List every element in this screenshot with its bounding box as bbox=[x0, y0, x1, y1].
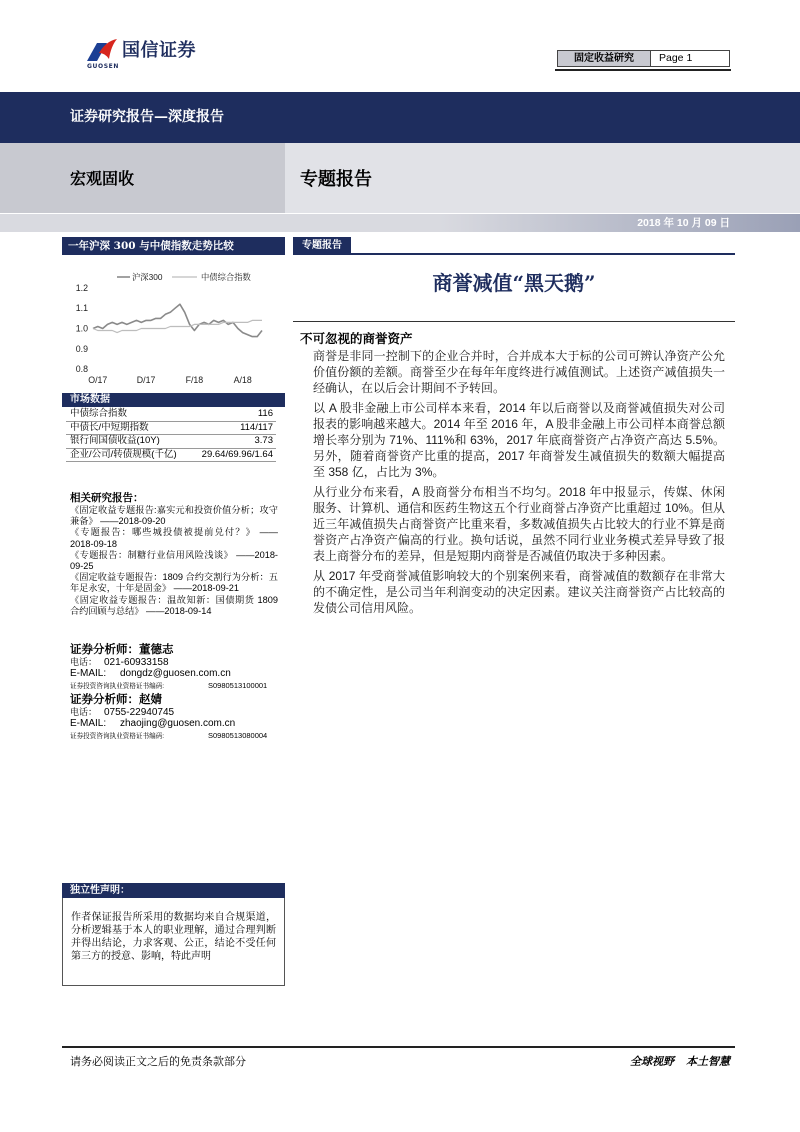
market-data-row bbox=[66, 408, 276, 422]
analyst-email-line bbox=[70, 718, 282, 730]
email-value: dongdz@guosen.com.cn bbox=[120, 668, 231, 679]
category-title: 专题报告 bbox=[300, 169, 372, 190]
x-tick-label: O/17 bbox=[88, 375, 108, 385]
market-data-value: 29.64/69.96/1.64 bbox=[201, 448, 273, 460]
analyst-cert-line bbox=[70, 730, 282, 742]
phone-value: 021-60933158 bbox=[104, 657, 169, 668]
cert-label: 证券投资咨询执业资格证书编码: bbox=[70, 733, 165, 740]
page-number: Page 1 bbox=[659, 52, 693, 64]
market-data-label: 中债综合指数 bbox=[70, 408, 128, 419]
chart-title: 一年沪深 300 与中债指数走势比较 bbox=[62, 237, 285, 255]
analyst-role: 证券分析师： bbox=[70, 642, 139, 656]
cert-label: 证券投资咨询执业资格证书编码: bbox=[70, 683, 165, 690]
analyst-name: 赵婧 bbox=[139, 692, 162, 706]
article-tag: 专题报告 bbox=[293, 237, 351, 254]
related-report-item: 《专题报告：哪些城投债被提前兑付？》 ——2018-09-18 bbox=[70, 527, 278, 549]
market-data-title: 市场数据 bbox=[62, 393, 285, 407]
date-strip bbox=[0, 214, 800, 232]
article-title: 商誉减值“黑天鹅” bbox=[432, 271, 596, 295]
legend-label: 中债综合指数 bbox=[201, 272, 251, 282]
analyst-email-line bbox=[70, 668, 282, 680]
guosen-logo-icon bbox=[86, 38, 118, 62]
market-data-value: 114/117 bbox=[240, 421, 273, 433]
analyst-phone-line bbox=[70, 656, 282, 668]
slogan-part: 全球视野 bbox=[630, 1055, 674, 1068]
analyst-card bbox=[70, 642, 282, 692]
y-tick-label: 0.8 bbox=[75, 364, 88, 374]
phone-label: 电话： bbox=[70, 657, 98, 667]
related-report-item: 《专题报告：制糖行业信用风险浅谈》 ——2018-09-25 bbox=[70, 549, 278, 572]
article-title-rule bbox=[293, 321, 735, 322]
market-data-value: 116 bbox=[257, 408, 273, 419]
x-tick-label: A/18 bbox=[233, 375, 252, 385]
independence-statement: 作者保证报告所采用的数据均来自合规渠道，分析逻辑基于本人的职业理解，通过合理判断并得出结论，力求客观、公正，结论不受任何第三方的授意、影响，特此声明 bbox=[62, 898, 285, 986]
market-data-table bbox=[66, 408, 276, 462]
email-value: zhaojing@guosen.com.cn bbox=[120, 718, 236, 729]
footer-rule bbox=[62, 1046, 735, 1048]
footer-disclaimer-note: 请务必阅读正文之后的免责条款部分 bbox=[70, 1056, 246, 1068]
article-paragraph: 商誉是非同一控制下的企业合并时，合并成本大于标的公司可辨认净资产公允价值份额的差额。商誉至少在每年年度终进行减值测试。上述资产减值损失一经确认，在以后会计期间不予转回。 bbox=[313, 349, 725, 395]
phone-value: 0755-22940745 bbox=[104, 707, 175, 718]
logo-red-shape bbox=[99, 39, 117, 59]
header-rule bbox=[555, 69, 731, 71]
market-data-label: 银行间国债收益(10Y) bbox=[70, 435, 160, 446]
article-tag-rule bbox=[293, 253, 735, 255]
related-reports-list bbox=[70, 505, 278, 617]
market-data-value: 3.73 bbox=[254, 435, 273, 446]
sector-band bbox=[0, 143, 285, 213]
analyst-heading bbox=[70, 642, 282, 656]
category-band bbox=[285, 143, 800, 213]
analyst-card bbox=[70, 692, 282, 742]
report-type-band bbox=[0, 92, 800, 143]
header-info-box bbox=[557, 50, 730, 67]
analyst-name: 董德志 bbox=[139, 642, 174, 656]
market-data-row bbox=[66, 449, 276, 463]
email-label: E-MAIL: bbox=[70, 668, 107, 679]
article-paragraph: 从行业分布来看，A 股商誉分布相当不均匀。2018 年中报显示，传媒、休闲服务、计算机、通信和医药生物这五个行业商誉占净资产比重超过 10%。但从近三年减值损失占商誉资产比重来看，多数减值损失占比较大的行业不算是商誉资产占净资产偏高的行业。换句话说，虽然不同行业业务模式差异导致了报表上商誉分布的差异，但是短期内商誉是否减值仍取决于多种因素。 bbox=[313, 485, 725, 563]
analyst-heading bbox=[70, 692, 282, 706]
legend-label: 沪深300 bbox=[132, 272, 163, 282]
independence-title: 独立性声明： bbox=[62, 883, 285, 898]
section-heading: 不可忽视的商誉资产 bbox=[300, 331, 413, 346]
y-tick-label: 1.1 bbox=[75, 303, 88, 314]
report-type: 证券研究报告—深度报告 bbox=[70, 109, 224, 125]
related-report-item: 《固定收益专题报告:嘉实元和投资价值分析；攻守兼备》 ——2018-09-20 bbox=[70, 505, 278, 527]
logo-name-en: GUOSEN bbox=[87, 63, 119, 70]
y-tick-label: 1.2 bbox=[75, 283, 88, 293]
department-label: 固定收益研究 bbox=[558, 51, 651, 66]
market-data-row bbox=[66, 435, 276, 449]
article-body bbox=[313, 348, 725, 620]
related-report-item: 《固定收益专题报告：1809 合约交割行为分析：五年足永安，十年是固金》 ——2018-09-21 bbox=[70, 572, 278, 594]
related-reports-title: 相关研究报告： bbox=[70, 492, 144, 504]
footer-slogan bbox=[630, 1055, 730, 1069]
cert-value: S0980513080004 bbox=[208, 731, 268, 740]
report-date: 2018 年 10 月 09 日 bbox=[637, 217, 730, 229]
market-data-label: 企业/公司/转债规模(千亿) bbox=[70, 448, 177, 460]
analyst-phone-line bbox=[70, 706, 282, 718]
logo-name-cn: 国信证券 bbox=[122, 40, 196, 61]
analyst-cert-line bbox=[70, 680, 282, 692]
y-tick-label: 1.0 bbox=[75, 323, 88, 334]
guosen-logo bbox=[86, 38, 206, 70]
market-data-label: 中债长/中短期指数 bbox=[70, 421, 149, 433]
phone-label: 电话： bbox=[70, 707, 98, 717]
y-tick-label: 0.9 bbox=[75, 343, 88, 354]
article-paragraph: 以 A 股非金融上市公司样本来看，2014 年以后商誉以及商誉减值损失对公司报表的影响越来越大。2014 年至 2016 年，A 股非金融上市公司样本商誉总额增长率分别为 71%、111%和 63%，2017 年底商誉资产占净资产高达 5.5%。另外，随着商誉资产比重的提高，2017 年商誉发生减值损失的数额大幅提高至 358 亿，占比为 3%。 bbox=[313, 401, 725, 479]
slogan-part: 本土智慧 bbox=[686, 1055, 730, 1068]
analyst-role: 证券分析师： bbox=[70, 692, 139, 706]
x-tick-label: D/17 bbox=[136, 375, 156, 385]
related-report-item: 《固定收益专题报告：温故知新：国债期货 1809 合约回顾与总结》 ——2018-09-14 bbox=[70, 594, 278, 616]
index-trend-chart bbox=[62, 258, 285, 388]
article-paragraph: 从 2017 年受商誉减值影响较大的个别案例来看，商誉减值的数额存在非常大的不确定性，是公司当年利润变动的决定因素。建议关注商誉资产占比较高的发债公司信用风险。 bbox=[313, 569, 725, 615]
sector-title: 宏观固收 bbox=[70, 169, 135, 188]
market-data-row bbox=[66, 422, 276, 436]
cert-value: S0980513100001 bbox=[208, 681, 268, 690]
x-tick-label: F/18 bbox=[185, 375, 204, 385]
email-label: E-MAIL: bbox=[70, 718, 107, 729]
